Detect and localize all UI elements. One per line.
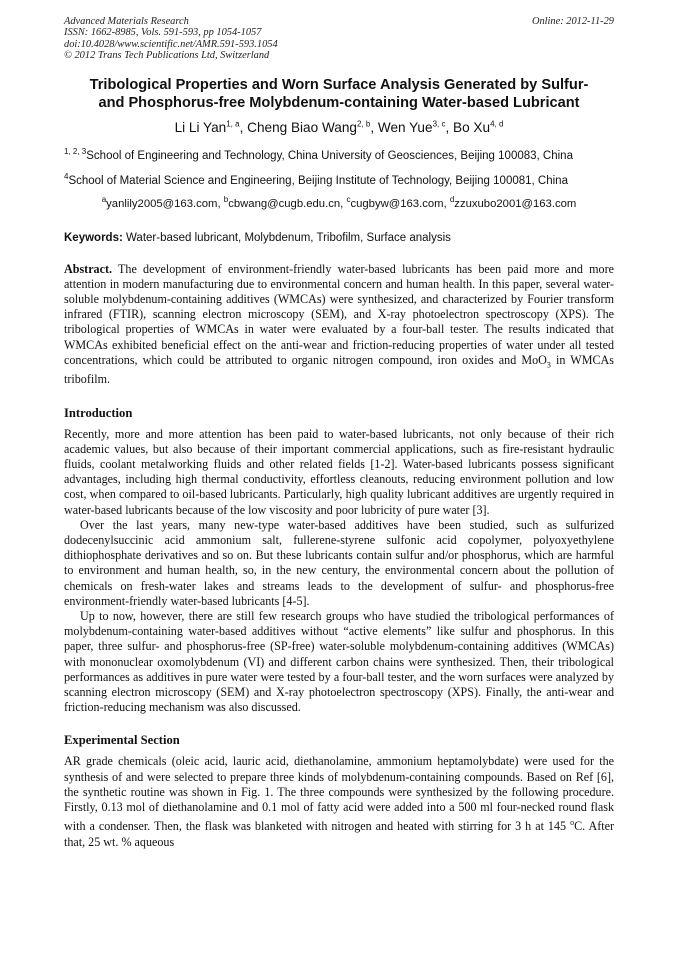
email: $^d$zzuxubo2001@163.com — [449, 194, 577, 210]
issn-line: ISSN: 1662-8985, Vols. 591-593, pp 1054-1057 — [64, 27, 262, 39]
author: Cheng Biao Wang$^{2, b}$, — [247, 119, 378, 136]
journal-header — [64, 16, 614, 62]
introduction-body — [64, 427, 614, 716]
section-heading-experimental: Experimental Section — [64, 733, 180, 748]
title-line-2: and Phosphorus-free Molybdenum-containing Water-based Lubricant — [98, 94, 580, 111]
keywords-label: Keywords: — [64, 231, 123, 244]
online-date: Online: 2012-11-29 — [531, 16, 614, 27]
paragraph: Over the last years, many new-type water-based additives have been studied, such as sulfurized dodecenylsuccinic acid ammonium salt, fullerene-styrene sulfonic acid copolymer, polyoxyethylene dithiophosphate derivatives and so on. But these lubricants contain sulfur and/or phosphorus, which are harmful to environment and human health, so, in the new century, the environmental concern about the pollution of chemicals on fresh-water lakes and streams leads to the development of sulfur- and phosphorus-free environment-friendly water-based lubricants [4-5]. — [64, 517, 614, 608]
experimental-body — [64, 754, 614, 849]
author-emails — [64, 195, 614, 210]
section-heading-introduction: Introduction — [64, 405, 133, 420]
paragraph: Recently, more and more attention has been paid to water-based lubricants, not only because of their rich academic values, but also because of their important commercial applications, such as fire-resistant hydraulic fluids, coolant metalworking fluids and other related fields [1-2]. Water-based lubricants possess significant advantages, including high thermal conductivity, effortless cleanouts, reducing environment pollution and low cost, when compared to oil-based lubricants. Particularly, high quality lubricant additives are urgently required in water-based lubricants because of the low viscosity and poor lubricity of pure water [3]. — [64, 426, 614, 517]
paragraph: AR grade chemicals (oleic acid, lauric acid, diethanolamine, ammonium heptamolybdate) were used for the synthesis of and were selected to prepare three kinds of molybdenum-containing compounds. Based on Ref [6], the synthetic routine was shown in Fig. 1. The three compounds were synthesized by the following procedure. Firstly, 0.13 mol of diethanolamine and 0.1 mol of fatty acid were added into a 500 ml four-necked round flask with a condenser. Then, the flask was blanketed with nitrogen and heated with stirring for 3 h at 145 $^o$C. After that, 25 wt. % aqueous — [64, 754, 614, 849]
author: Bo Xu$^{4, d}$ — [453, 119, 504, 136]
abstract: Abstract. The development of environment-friendly water-based lubricants has been paid more and more attention in modern manufacturing due to environmental concern and human health. In this paper, several water-soluble molybdenum-containing additives (WMCAs) were synthesized, and characterized by Fourier transform infrared (FTIR), scanning electron microscopy (SEM), and X-ray photoelectron spectroscopy (XPS). The tribological properties of WMCAs in water were evaluated by a four-ball tester. The results indicated that WMCAs exhibited beneficial effect on the anti-wear and friction-reducing properties of water under all tested concentrations, which could be attributed to organic nitrogen compound, iron oxides and MoO$_3$ in WMCAs tribofilm. — [64, 261, 614, 387]
author: Wen Yue$^{3, c}$, — [377, 119, 454, 136]
keywords-text: Water-based lubricant, Molybdenum, Tribofilm, Surface analysis — [122, 231, 451, 244]
title-line-1: Tribological Properties and Worn Surface Analysis Generated by Sulfur- — [89, 76, 589, 93]
paragraph: Up to now, however, there are still few research groups who have studied the tribological performances of molybdenum-containing water-based additives without “active elements” like sulfur and phosphorus. In this paper, three sulfur- and phosphorus-free (SP-free) water-soluble molybdenum-containing additives (WMCAs) with mononuclear oxomolybdenum (VI) and different carbon chains were synthesized. Then, their tribological performances as additives in pure water were tested by a four-ball tester, and the worn surfaces were analyzed by scanning electron microscopy (SEM) and X-ray photoelectron spectroscopy (XPS). Finally, the anti-wear and friction-reducing mechanism was also discussed. — [64, 609, 614, 715]
email: $^c$cugbyw@163.com, — [346, 194, 450, 210]
affiliation: $^{1, 2, 3}$School of Engineering and Technology, China University of Geosciences, Beijing 100083, China — [64, 147, 573, 162]
paper-title — [64, 76, 614, 112]
doi-line: doi:10.4028/www.scientific.net/AMR.591-593.1054 — [64, 38, 278, 50]
affiliations — [64, 145, 614, 188]
keywords — [64, 232, 614, 244]
abstract-label: Abstract. — [64, 261, 113, 276]
email: $^b$cbwang@cugb.edu.cn, — [223, 194, 347, 210]
author: Li Li Yan$^{1, a}$, — [174, 119, 248, 136]
author-list — [64, 116, 614, 138]
affiliation: $^4$School of Material Science and Engineering, Beijing Institute of Technology, Beijing 100081, China — [64, 171, 568, 187]
copyright-line: © 2012 Trans Tech Publications Ltd, Switzerland — [64, 50, 270, 62]
journal-name: Advanced Materials Research — [64, 16, 189, 27]
email: $^a$yanlily2005@163.com, — [101, 194, 224, 210]
